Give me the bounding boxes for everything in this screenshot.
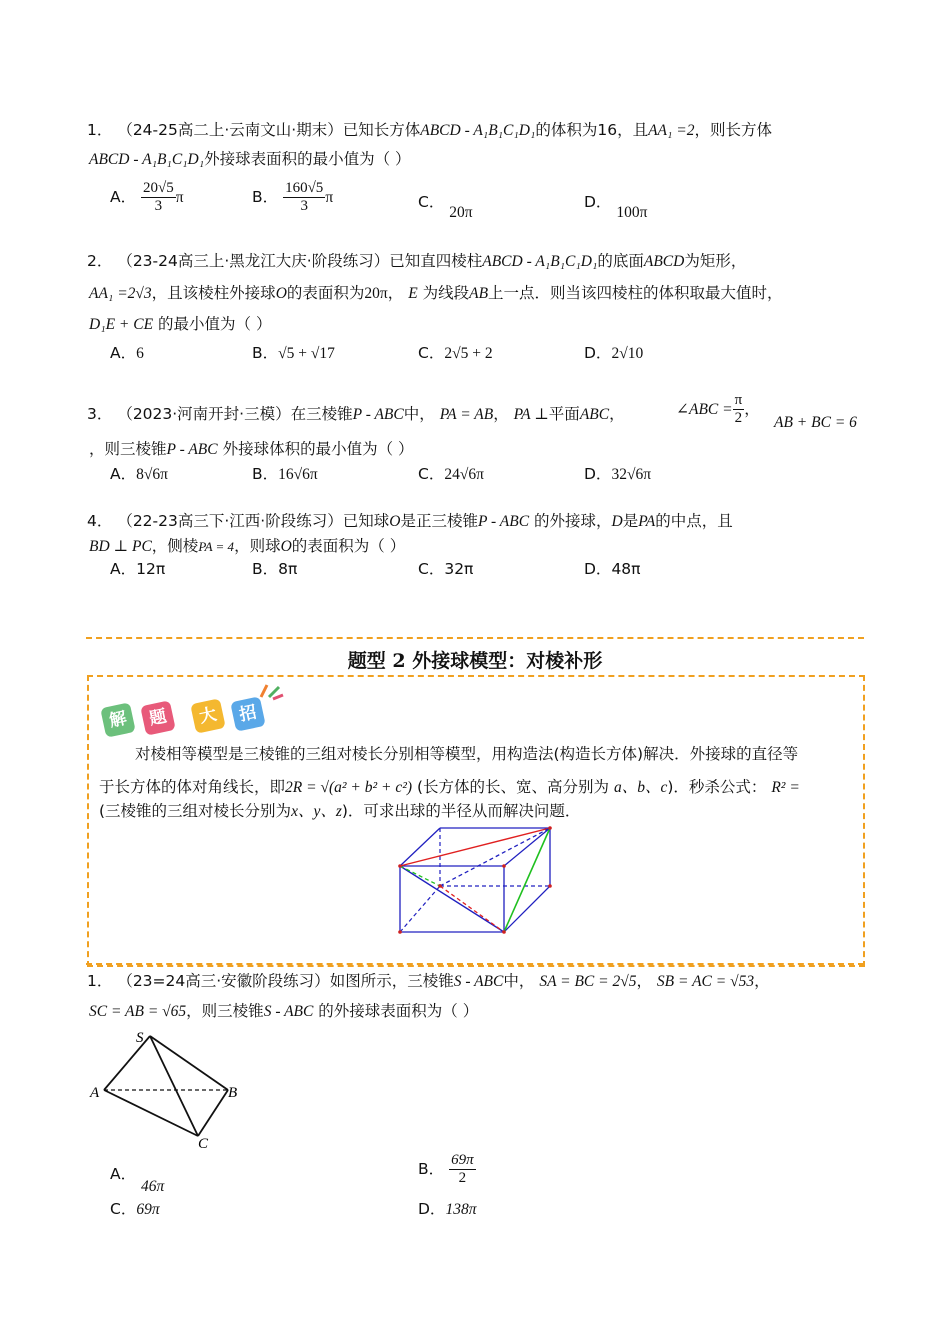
q5-line1: 1． （23=24高三·安徽阶段练习）如图所示，三棱锥S - ABC中， SA = BC = 2√5， SB = AC = √53， <box>87 972 770 990</box>
tip-secret: R² = <box>771 779 800 796</box>
q4-text-8: 的表面积为（ ） <box>291 537 406 555</box>
q2-option-c[interactable] <box>418 343 493 364</box>
section-title: 题型 2 外接球模型：对棱补形 <box>347 650 603 672</box>
badge-jie: 解 <box>100 702 136 738</box>
q3-angle: ∠ABC = $\frac{\pi}{2}$ ， <box>676 392 760 426</box>
q1-option-d[interactable] <box>584 192 648 221</box>
q4-ball: O <box>389 513 401 530</box>
q1-option-c-value: 20π <box>449 204 473 221</box>
q4-option-c[interactable] <box>418 559 473 579</box>
q5-text-2: 中， <box>503 972 535 990</box>
q3-angle-fraction: $\frac{\pi}{2}$ <box>734 392 743 426</box>
badge-ti: 题 <box>140 700 176 736</box>
q3-cond-3: AB + BC = 6 <box>774 414 857 431</box>
section-divider <box>86 637 864 639</box>
label-s: S <box>136 1030 144 1046</box>
cuboid-diagram <box>394 822 564 942</box>
q5-option-c-value: 69π <box>136 1201 160 1218</box>
q2-text-6: ， <box>387 284 404 302</box>
q3-option-b-value: 16√6π <box>278 466 318 483</box>
section-divider-bottom <box>86 963 864 965</box>
q4-segment: PA <box>638 513 656 530</box>
q2-text-5: 的表面积为 <box>286 284 365 302</box>
q1-solid: ABCD - A₁B₁C₁D₁ <box>420 122 536 139</box>
q4-edge: PA = 4 <box>198 539 235 554</box>
q3-line1: 3． （2023·河南开封·三模）在三棱锥P - ABC中， PA = AB， PA ⊥平面ABC， <box>87 405 625 423</box>
q2-expression: D₁E + CE <box>89 316 154 333</box>
label-b: B <box>228 1085 238 1101</box>
sparkle-icon <box>257 679 287 701</box>
q5-cond-1: SA = BC = 2√5 <box>539 973 637 990</box>
tip-xyz: x、y、z <box>291 803 342 820</box>
q4-text-6: ，侧棱 <box>151 537 199 555</box>
q5-option-a[interactable] <box>110 1164 165 1195</box>
q4-option-b-value: 8π <box>278 560 298 578</box>
q2-text-3: 为矩形， <box>684 252 747 270</box>
q2-option-d-value: 2√10 <box>611 345 644 362</box>
q1-condition: AA₁ =2 <box>648 122 695 139</box>
q1-text-3: ，则长方体 <box>694 121 773 139</box>
q2-option-b-label: B． <box>252 344 279 362</box>
q4-condition: BD ⊥ PC <box>89 538 152 555</box>
q3-cond-2: PA ⊥ <box>513 406 549 423</box>
q4-point: D <box>611 513 623 530</box>
q2-option-b-value: √5 + √17 <box>278 345 335 362</box>
q1-option-b[interactable] <box>252 180 333 215</box>
q3-cond-1: PA = AB <box>439 406 494 423</box>
q5-line2 <box>89 1001 478 1022</box>
q3-option-b[interactable] <box>252 464 318 485</box>
q1-option-c[interactable] <box>418 192 473 221</box>
q2-segment: AB <box>469 285 489 302</box>
q4-pyramid: P - ABC <box>477 513 530 530</box>
q2-text-7: 为线段 <box>422 284 470 302</box>
q5-option-d-label: D． <box>418 1200 446 1218</box>
q3-angle-label: ∠ABC = <box>676 401 733 418</box>
q2-line1 <box>87 251 746 272</box>
q3-text-2: 中， <box>403 405 435 423</box>
tip-line-2b: (长方体的长、宽、高分别为 <box>416 778 610 796</box>
q1-option-a[interactable] <box>110 180 184 215</box>
q1-option-a-fraction: $\frac{20√5}{3}$ <box>143 180 174 214</box>
q4-number: 4． <box>87 512 113 530</box>
q5-cond-3: SC = AB = √65 <box>89 1003 187 1020</box>
q5-text-3: ，则三棱锥 <box>186 1002 264 1020</box>
q2-base: ABCD <box>643 253 685 270</box>
q1-solid-2: ABCD - A₁B₁C₁D₁ <box>89 151 205 168</box>
q3-option-c-label: C． <box>418 465 445 483</box>
q2-text-8: 上一点．则当该四棱柱的体积取最大值时， <box>488 284 783 302</box>
q1-option-a-pi: π <box>175 189 184 206</box>
q3-option-a-label: A． <box>110 465 137 483</box>
q4-ball-2: O <box>280 538 292 555</box>
q1-text-4: 外接球表面积的最小值为（ ） <box>204 150 411 168</box>
q2-option-d[interactable] <box>584 343 643 364</box>
tip-abc: a、b、c <box>613 779 668 796</box>
q5-cond-2: SB = AC = √53 <box>656 973 755 990</box>
q2-text-1: 已知直四棱柱 <box>389 252 483 270</box>
tetrahedron-diagram <box>88 1026 248 1151</box>
q1-text-1: 已知长方体 <box>342 121 421 139</box>
q1-line1 <box>87 120 772 141</box>
badge-da: 大 <box>190 698 226 734</box>
q4-line2 <box>89 536 405 557</box>
q4-text-4: 是 <box>622 512 639 530</box>
q5-text-1: 如图所示，三棱锥 <box>329 972 454 990</box>
q3-text-6: 外接球体积的最小值为（ ） <box>222 440 414 458</box>
q4-option-b-label: B． <box>252 560 279 578</box>
q4-option-a-value: 12π <box>136 560 166 578</box>
tip-line-2c: )．秒杀公式： <box>667 778 767 796</box>
tip-box <box>87 675 865 967</box>
q4-option-c-value: 32π <box>444 560 474 578</box>
q1-text-2: 的体积为16，且 <box>535 121 649 139</box>
q3-pyramid: P - ABC <box>352 406 404 423</box>
q1-option-c-label: C． <box>418 193 445 211</box>
q2-solid: ABCD - A₁B₁C₁D₁ <box>482 253 598 270</box>
q1-option-d-value: 100π <box>616 204 648 221</box>
q3-source: （2023·河南开封·三模） <box>117 405 291 423</box>
q3-text-3: 平面 <box>548 405 580 423</box>
q4-text-1: 已知球 <box>342 512 390 530</box>
q4-option-a-label: A． <box>110 560 137 578</box>
q3-option-c-value: 24√6π <box>444 466 484 483</box>
q4-text-2: 是正三棱锥 <box>400 512 478 530</box>
q4-option-d-value: 48π <box>611 560 641 578</box>
q3-line2 <box>89 439 414 460</box>
tip-line-2 <box>99 777 800 798</box>
q5-option-c-label: C． <box>110 1200 137 1218</box>
q2-line2 <box>89 283 783 304</box>
q1-option-b-label: B． <box>252 188 279 206</box>
q2-number: 2． <box>87 252 113 270</box>
q5-number: 1． <box>87 972 113 990</box>
q1-source: （24-25高二上·云南文山·期末） <box>117 121 343 139</box>
q3-option-d-label: D． <box>584 465 612 483</box>
q3-option-d[interactable] <box>584 464 651 485</box>
q3-text-1: 在三棱锥 <box>290 405 353 423</box>
q2-option-a[interactable] <box>110 343 144 364</box>
q2-line3 <box>89 314 271 335</box>
q2-condition: AA₁ =2√3 <box>89 285 152 302</box>
q4-option-a[interactable] <box>110 559 165 579</box>
tip-line-3 <box>99 801 580 822</box>
q5-option-b-fraction: $\frac{69\pi}{2}$ <box>451 1152 474 1186</box>
q1-option-d-label: D． <box>584 193 612 211</box>
q1-option-b-fraction: $\frac{160√5}{3}$ <box>285 180 324 214</box>
q2-text-9: 的最小值为（ ） <box>158 315 272 333</box>
q2-option-d-label: D． <box>584 344 612 362</box>
tip-line-3b: )．可求出球的半径从而解决问题． <box>341 802 581 820</box>
q3-option-c[interactable] <box>418 464 484 485</box>
q4-option-d-label: D． <box>584 560 612 578</box>
q3-text-4: ， <box>609 405 625 423</box>
q3-option-d-value: 32√6π <box>611 466 652 483</box>
q4-option-c-label: C． <box>418 560 445 578</box>
q2-option-a-value: 6 <box>136 345 144 362</box>
q5-pyramid-2: S - ABC <box>263 1003 314 1020</box>
q5-option-b[interactable] <box>418 1152 476 1187</box>
q5-option-a-value: 46π <box>141 1178 165 1195</box>
q3-text-5: ，则三棱锥 <box>89 440 167 458</box>
q4-line1 <box>87 511 733 532</box>
q2-option-c-value: 2√5 + 2 <box>444 345 493 362</box>
q2-ball: O <box>275 285 287 302</box>
q5-option-a-label: A． <box>110 1165 137 1183</box>
q2-point: E <box>408 285 418 302</box>
q2-text-2: 的底面 <box>597 252 644 270</box>
tip-formula: 2R = √(a² + b² + c²) <box>285 779 413 796</box>
q3-cond-3-wrap <box>774 412 857 433</box>
q2-source: （23-24高三上·黑龙江大庆·阶段练习） <box>117 252 390 270</box>
tip-line-2a: 于长方体的体对角线长，即 <box>99 778 286 796</box>
q2-text-4: ，且该棱柱外接球 <box>151 284 276 302</box>
q5-source: （23=24高三·安徽阶段练习） <box>117 972 330 990</box>
q2-option-c-label: C． <box>418 344 445 362</box>
q2-area: 20π <box>364 285 388 302</box>
label-a: A <box>90 1085 100 1101</box>
q1-line2 <box>89 149 411 170</box>
q5-option-c[interactable] <box>110 1199 160 1220</box>
q5-option-d[interactable] <box>418 1199 476 1220</box>
q4-source: （22-23高三下·江西·阶段练习） <box>117 512 343 530</box>
q4-text-3: 的外接球， <box>534 512 612 530</box>
q3-number: 3． <box>87 405 113 423</box>
badge-zhao: 招 <box>230 696 266 732</box>
q4-option-d[interactable] <box>584 559 641 579</box>
q4-option-b[interactable] <box>252 559 297 579</box>
q3-option-a[interactable] <box>110 464 168 485</box>
q3-plane: ABC <box>579 406 610 423</box>
q3-option-b-label: B． <box>252 465 279 483</box>
q5-option-b-label: B． <box>418 1160 445 1178</box>
q5-option-d-value: 138π <box>445 1201 477 1218</box>
q2-option-b[interactable] <box>252 343 335 364</box>
q3-pyramid-2: P - ABC <box>166 441 218 458</box>
q1-option-a-label: A． <box>110 188 137 206</box>
tip-line-3a: (三棱锥的三组对棱长分别为 <box>99 802 292 820</box>
q4-text-7: ，则球 <box>234 537 281 555</box>
label-c: C <box>198 1136 209 1151</box>
q5-pyramid: S - ABC <box>453 973 504 990</box>
q1-option-b-pi: π <box>325 189 334 206</box>
tip-line-1: 对棱相等模型是三棱锥的三组对棱长分别相等模型，用构造法(构造长方体)解决．外接球的直径等 <box>135 745 799 763</box>
q1-number: 1． <box>87 121 113 139</box>
q3-option-a-value: 8√6π <box>136 466 168 483</box>
q5-text-4: 的外接球表面积为（ ） <box>318 1002 479 1020</box>
q2-option-a-label: A． <box>110 344 137 362</box>
q4-text-5: 的中点，且 <box>655 512 733 530</box>
